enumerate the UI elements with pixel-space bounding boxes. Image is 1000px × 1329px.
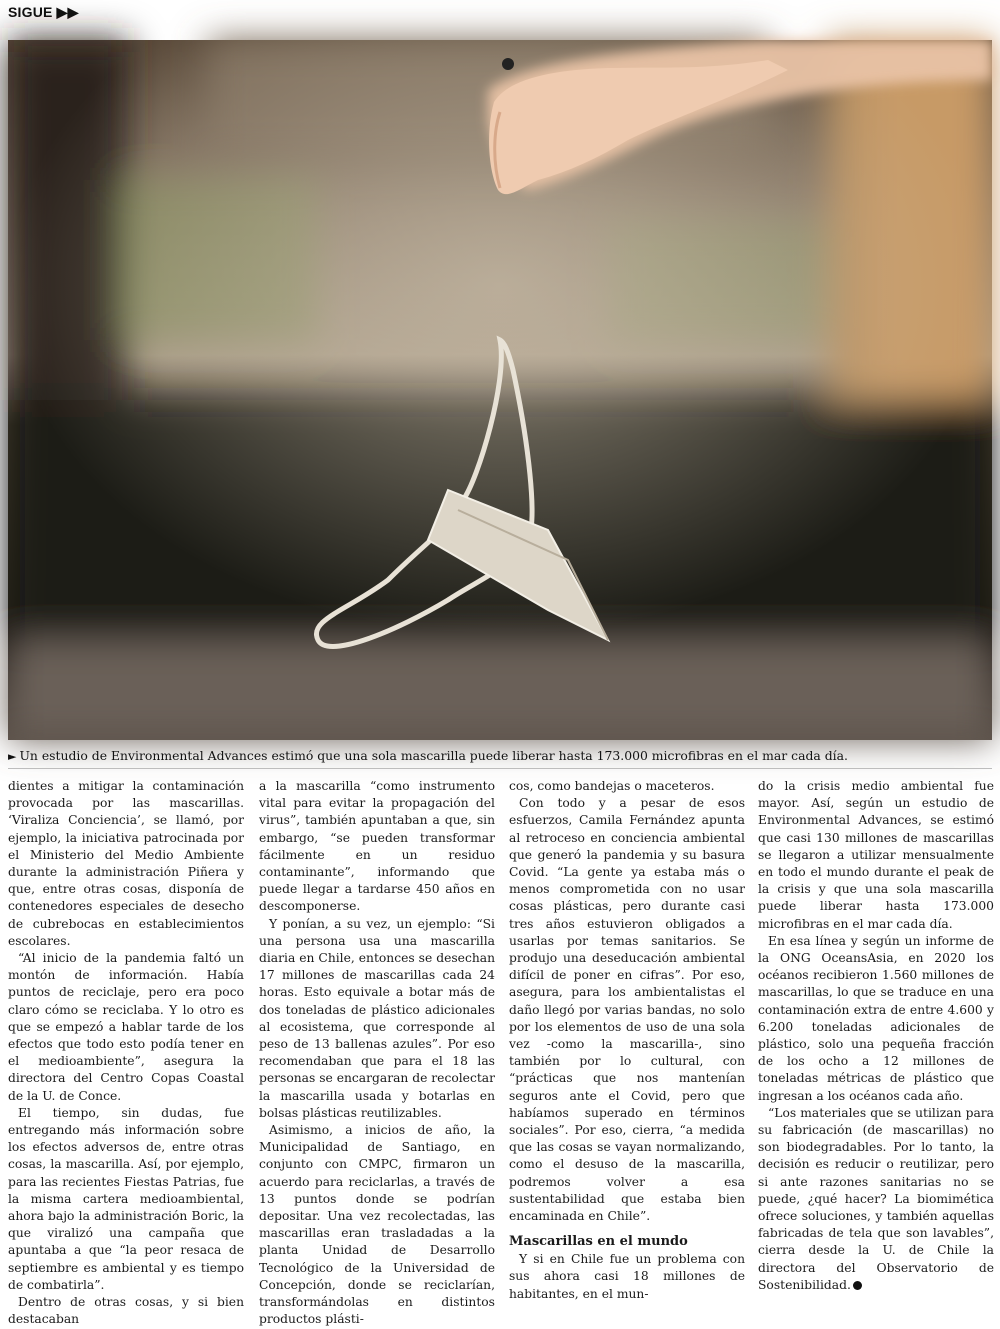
article-column-2 (259, 778, 495, 1327)
article-photo (8, 40, 992, 740)
caption-divider (8, 768, 992, 769)
mask-photo-illustration (8, 40, 992, 740)
paragraph: dientes a mitigar la contaminación provocada por las mascarillas. ‘Viraliza Conciencia’, se llamó, por ejemplo, la iniciativa patrocinada por el Ministerio del Medio Ambiente durante la administración Piñera y que, entre otras cosas, disponía de contenedores especiales de desecho de cubrebocas en establecimientos escolares. (8, 779, 244, 948)
section-kicker: SIGUE ▶▶ (8, 4, 79, 20)
end-of-article-icon (853, 1281, 862, 1290)
photo-caption (8, 748, 992, 763)
paragraph: Asimismo, a inicios de año, la Municipalidad de Santiago, en conjunto con CMPC, firmaron un acuerdo para reciclarlas, a través de 13 puntos donde se podrían depositar. Una vez recolectadas, las mascarillas eran trasladadas a la planta Unidad de Desarrollo Tecnológico de la Universidad de Concepción, donde se reciclarían, transformándolas en distintos productos plásti- (259, 1123, 495, 1327)
paragraph: En esa línea y según un informe de la ONG OceansAsia, en 2020 los océanos recibieron 1.560 millones de mascarillas, lo que se traduce en una contaminación extra de entre 4.600 y 6.200 toneladas adicionales de plástico, solo una pequeña fracción de los ocho a 12 millones de toneladas métricas de plástico que ingresan a los océanos cada año. (758, 933, 994, 1103)
paragraph: Con todo y a pesar de esos esfuerzos, Camila Fernández apunta al retroceso en conciencia ambiental que generó la pandemia y su basura Covid. “La gente ya estaba más o menos comprometida con no usar cosas plásticas, pero durante casi tres años estuvieron obligados a usarlas por temas sanitarios. Se produjo una deseducación ambiental difícil de poner en cifras”. Por eso, asegura, para los ambientalistas el daño llegó por varias bandas, no solo por los elementos de uso de una sola vez -como la mascarilla-, sino también por lo cultural, con “prácticas que nos mantenían seguros ante el Covid, pero que habíamos superado en términos sociales”. Por eso, cierra, “a medida que las cosas se vayan normalizando, como el desuso de la mascarilla, podremos volver a esa sustentabilidad que estaba bien encaminada en Chile”. (509, 796, 745, 1224)
paragraph: Y ponían, a su vez, un ejemplo: “Si una persona usa una mascarilla diaria en Chile, entonces se desechan 17 millones de mascarillas cada 24 horas. Esto equivale a botar más de dos toneladas de plástico adicionales al ecosistema, que corresponde al peso de 13 ballenas azules”. Por eso recomendaban que para el 18 las personas se encargaran de recolectar la mascarilla usada y botarlas en bolsas plásticas reutilizables. (259, 916, 495, 1120)
paragraph: cos, como bandejas o maceteros. (509, 779, 715, 793)
paragraph-last (758, 1105, 994, 1294)
paragraph: “Al inicio de la pandemia faltó un montón de información. Había puntos de reciclaje, pero era poco claro cómo se reciclaba. Y lo otro es que se empezó a hablar tarde de los efectos que todo esto podía tener en el medioambiente”, asegura la directora del Centro Copas Coastal de la U. de Conce. (8, 951, 244, 1103)
paragraph: Dentro de otras cosas, y si bien destacaban (8, 1295, 244, 1327)
paragraph-text: “Los materiales que se utilizan para su fabricación (de mascarillas) no son biodegradables. Por lo tanto, la decisión es reducir o reutilizar, pero si ante razones sanitarias no se puede, ¿qué hacer? La biomimética ofrece soluciones, y también aquellas fabricadas de tela que son lavables”, cierra desde la U. de Chile la directora del Observatorio de Sostenibilidad. (758, 1105, 994, 1292)
article-column-4 (758, 778, 994, 1292)
article-column-3 (509, 778, 745, 1301)
paragraph: a la mascarilla “como instrumento vital para evitar la propagación del virus”, también apuntaban a que, sin embargo, “se pueden transformar fácilmente en un residuo contaminante”, informando que puede llegar a tardarse 450 años en descomponerse. (259, 779, 495, 914)
caption-marker-icon: ► (8, 750, 17, 763)
paragraph: El tiempo, sin dudas, fue entregando más información sobre los efectos adversos de, entre otras cosas, la mascarilla. Así, por ejemplo, para las recientes Fiestas Patrias, fue la misma cartera medioambiental, ahora bajo la administración Boric, la que viralizó una campaña que apuntaba a que “la peor resaca de septiembre es ambiental y es tiempo de combatirla”. (8, 1105, 244, 1292)
paragraph: do la crisis medio ambiental fue mayor. Así, según un estudio de Environmental Advances, se estimó que casi 130 millones de mascarillas se llegaron a utilizar mensualmente en todo el mundo durante el peak de la crisis y que una sola mascarilla puede liberar hasta 173.000 microfibras en el mar cada día. (758, 779, 994, 931)
article-column-1 (8, 778, 244, 1327)
caption-text: Un estudio de Environmental Advances estimó que una sola mascarilla puede liberar hasta 173.000 microfibras en el mar cada día. (19, 748, 848, 763)
paragraph: Y si en Chile fue un problema con sus ahora casi 18 millones de habitantes, en el mun- (509, 1252, 745, 1301)
subheading: Mascarillas en el mundo (509, 1234, 688, 1250)
